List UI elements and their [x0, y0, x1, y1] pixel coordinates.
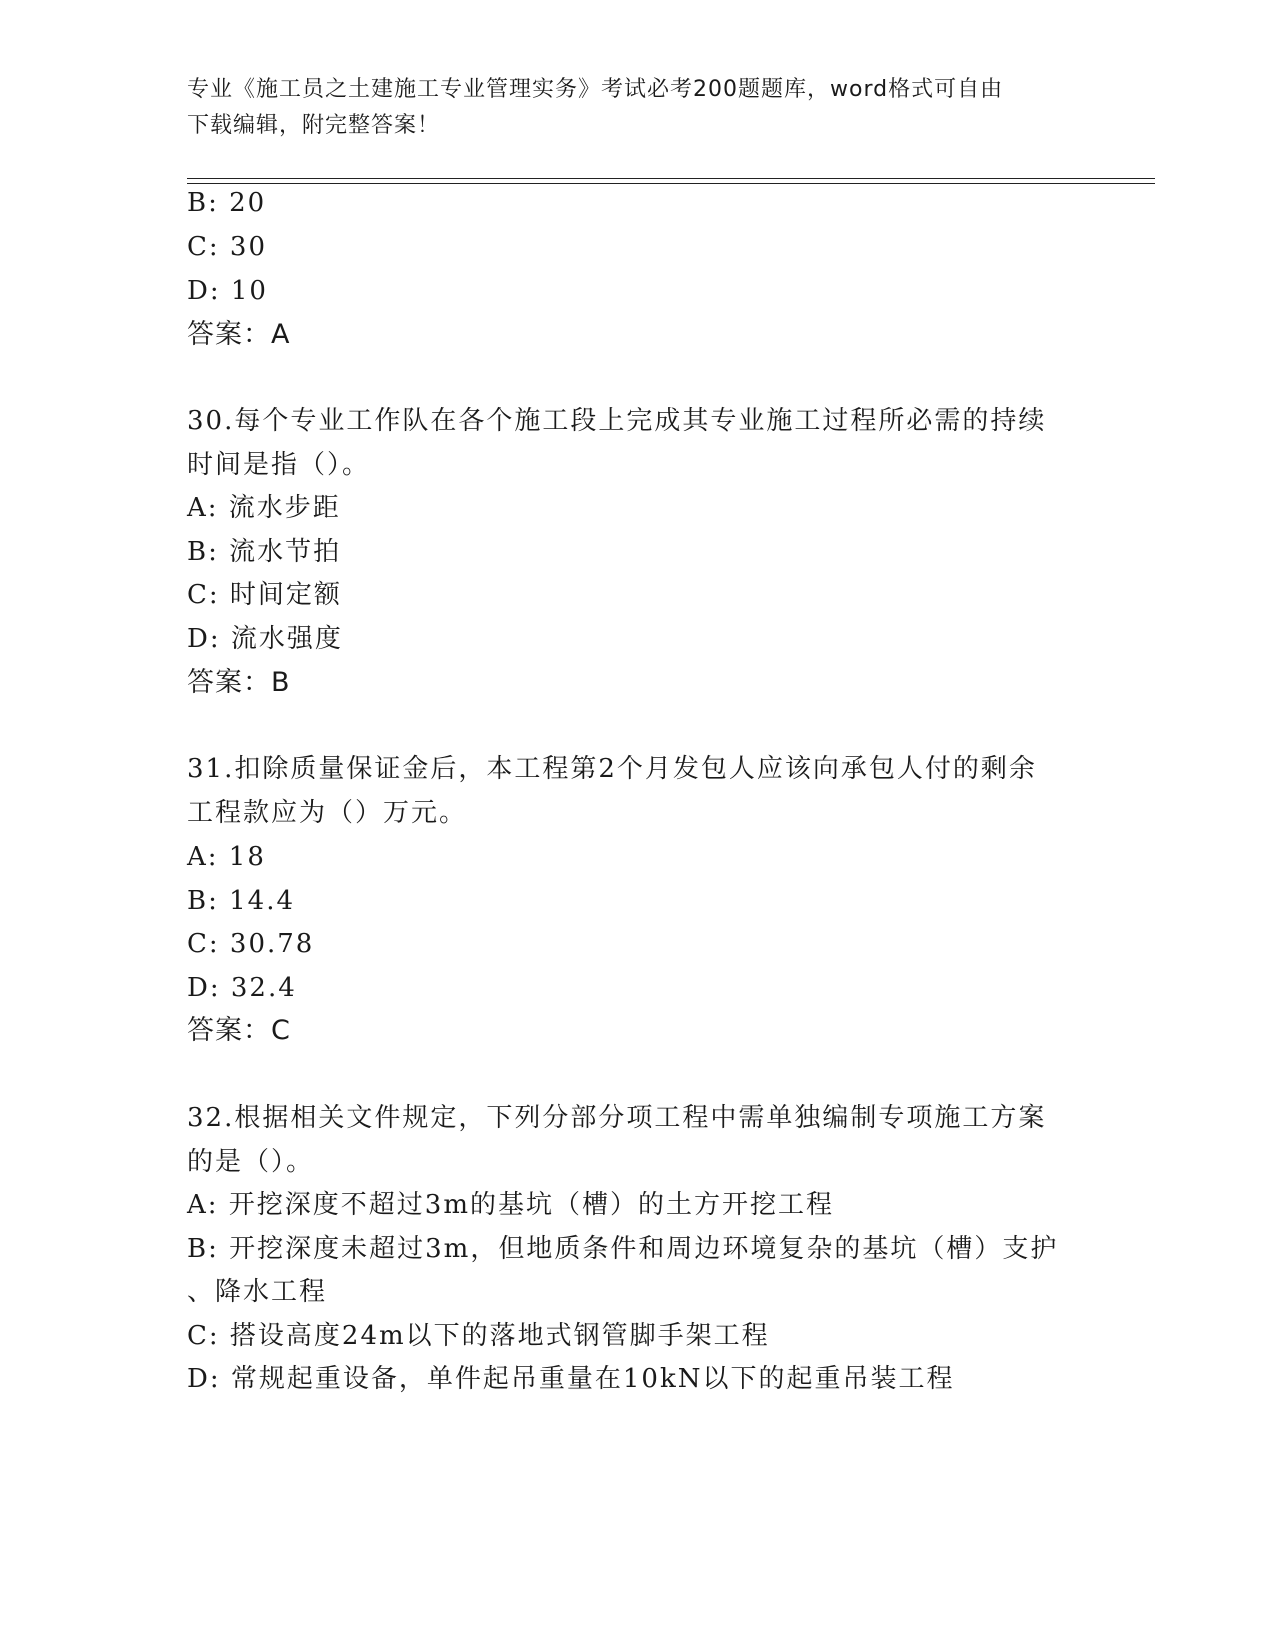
q30-option-c: C: 时间定额 — [187, 580, 342, 610]
q31-stem-line-2: 工程款应为（）万元。 — [187, 798, 468, 828]
q31-option-a: A: 18 — [187, 842, 266, 872]
q30-option-d: D: 流水强度 — [187, 624, 343, 654]
q31-answer: 答案：C — [187, 1015, 291, 1046]
q32-option-a: A: 开挖深度不超过3m的基坑（槽）的土方开挖工程 — [187, 1190, 834, 1220]
header-line-2: 下载编辑，附完整答案！ — [187, 113, 441, 138]
q32-stem-line-1: 32.根据相关文件规定，下列分部分项工程中需单独编制专项施工方案 — [187, 1103, 1047, 1133]
q30-option-a: A: 流水步距 — [187, 493, 341, 523]
q29-answer: 答案：A — [187, 319, 291, 350]
header-divider-bottom — [187, 183, 1155, 184]
q30-option-b: B: 流水节拍 — [187, 537, 342, 567]
q31-option-b: B: 14.4 — [187, 886, 296, 916]
q32-option-b-line-1: B: 开挖深度未超过3m，但地质条件和周边环境复杂的基坑（槽）支护 — [187, 1234, 1059, 1264]
header-line-1: 专业《施工员之土建施工专业管理实务》考试必考200题题库，word格式可自由 — [187, 77, 1004, 102]
q30-stem-line-1: 30.每个专业工作队在各个施工段上完成其专业施工过程所必需的持续 — [187, 406, 1047, 436]
q29-option-d: D: 10 — [187, 276, 268, 306]
document-header — [187, 72, 1087, 144]
q30-stem-line-2: 时间是指（）。 — [187, 450, 371, 480]
q29-option-b: B: 20 — [187, 188, 267, 218]
q32-option-b-line-2: 、降水工程 — [187, 1277, 328, 1307]
q32-option-c: C: 搭设高度24m以下的落地式钢管脚手架工程 — [187, 1321, 770, 1351]
q29-option-c: C: 30 — [187, 232, 268, 262]
q32-stem-line-2: 的是（）。 — [187, 1147, 315, 1177]
q31-stem-line-1: 31.扣除质量保证金后，本工程第2个月发包人应该向承包人付的剩余 — [187, 754, 1037, 784]
q31-option-c: C: 30.78 — [187, 929, 315, 959]
q30-answer: 答案：B — [187, 667, 291, 698]
header-divider-top — [187, 178, 1155, 179]
q32-option-d: D: 常规起重设备，单件起吊重量在10kN以下的起重吊装工程 — [187, 1364, 955, 1394]
q31-option-d: D: 32.4 — [187, 973, 297, 1003]
